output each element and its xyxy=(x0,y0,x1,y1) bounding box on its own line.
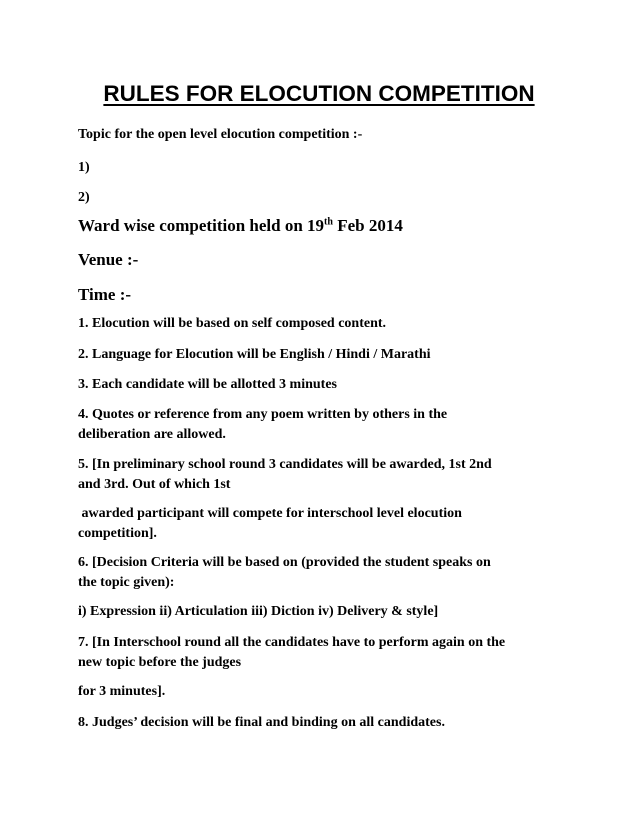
rule-7-line-2: new topic before the judges xyxy=(78,655,242,670)
rule-8: 8. Judges’ decision will be final and binding on all candidates. xyxy=(78,715,445,730)
ward-competition-date xyxy=(78,215,578,237)
topic-item-1: 1) xyxy=(78,160,90,175)
rule-2: 2. Language for Elocution will be English / Hindi / Marathi xyxy=(78,347,431,362)
ward-date-text: Ward wise competition held on 19 xyxy=(78,216,325,235)
rule-5-continued-line-2: competition]. xyxy=(78,526,157,541)
document-title: RULES FOR ELOCUTION COMPETITION xyxy=(103,81,535,106)
topic-heading: Topic for the open level elocution competition :- xyxy=(78,127,363,142)
rule-5-continued-line-1: awarded participant will compete for interschool level elocution xyxy=(78,506,462,521)
rule-7-line-1: 7. [In Interschool round all the candidates have to perform again on the xyxy=(78,635,506,650)
rule-4-line-1: 4. Quotes or reference from any poem written by others in the xyxy=(78,407,448,422)
rule-5-line-2: and 3rd. Out of which 1st xyxy=(78,477,231,492)
rule-6-line-2: the topic given): xyxy=(78,575,175,590)
venue-label: Venue :- xyxy=(78,250,139,269)
rule-4-line-2: deliberation are allowed. xyxy=(78,427,226,442)
ward-date-suffix: th xyxy=(324,216,333,228)
time-label: Time :- xyxy=(78,285,132,304)
rule-1: 1. Elocution will be based on self composed content. xyxy=(78,316,387,331)
rule-5-line-1: 5. [In preliminary school round 3 candidates will be awarded, 1st 2nd xyxy=(78,457,492,472)
rule-6-criteria: i) Expression ii) Articulation iii) Diction iv) Delivery & style] xyxy=(78,604,439,619)
ward-date-month-year: Feb 2014 xyxy=(332,216,403,235)
rule-6-line-1: 6. [Decision Criteria will be based on (provided the student speaks on xyxy=(78,555,491,570)
topic-item-2: 2) xyxy=(78,190,90,205)
rule-7-duration: for 3 minutes]. xyxy=(78,684,166,699)
rule-3: 3. Each candidate will be allotted 3 minutes xyxy=(78,377,338,392)
